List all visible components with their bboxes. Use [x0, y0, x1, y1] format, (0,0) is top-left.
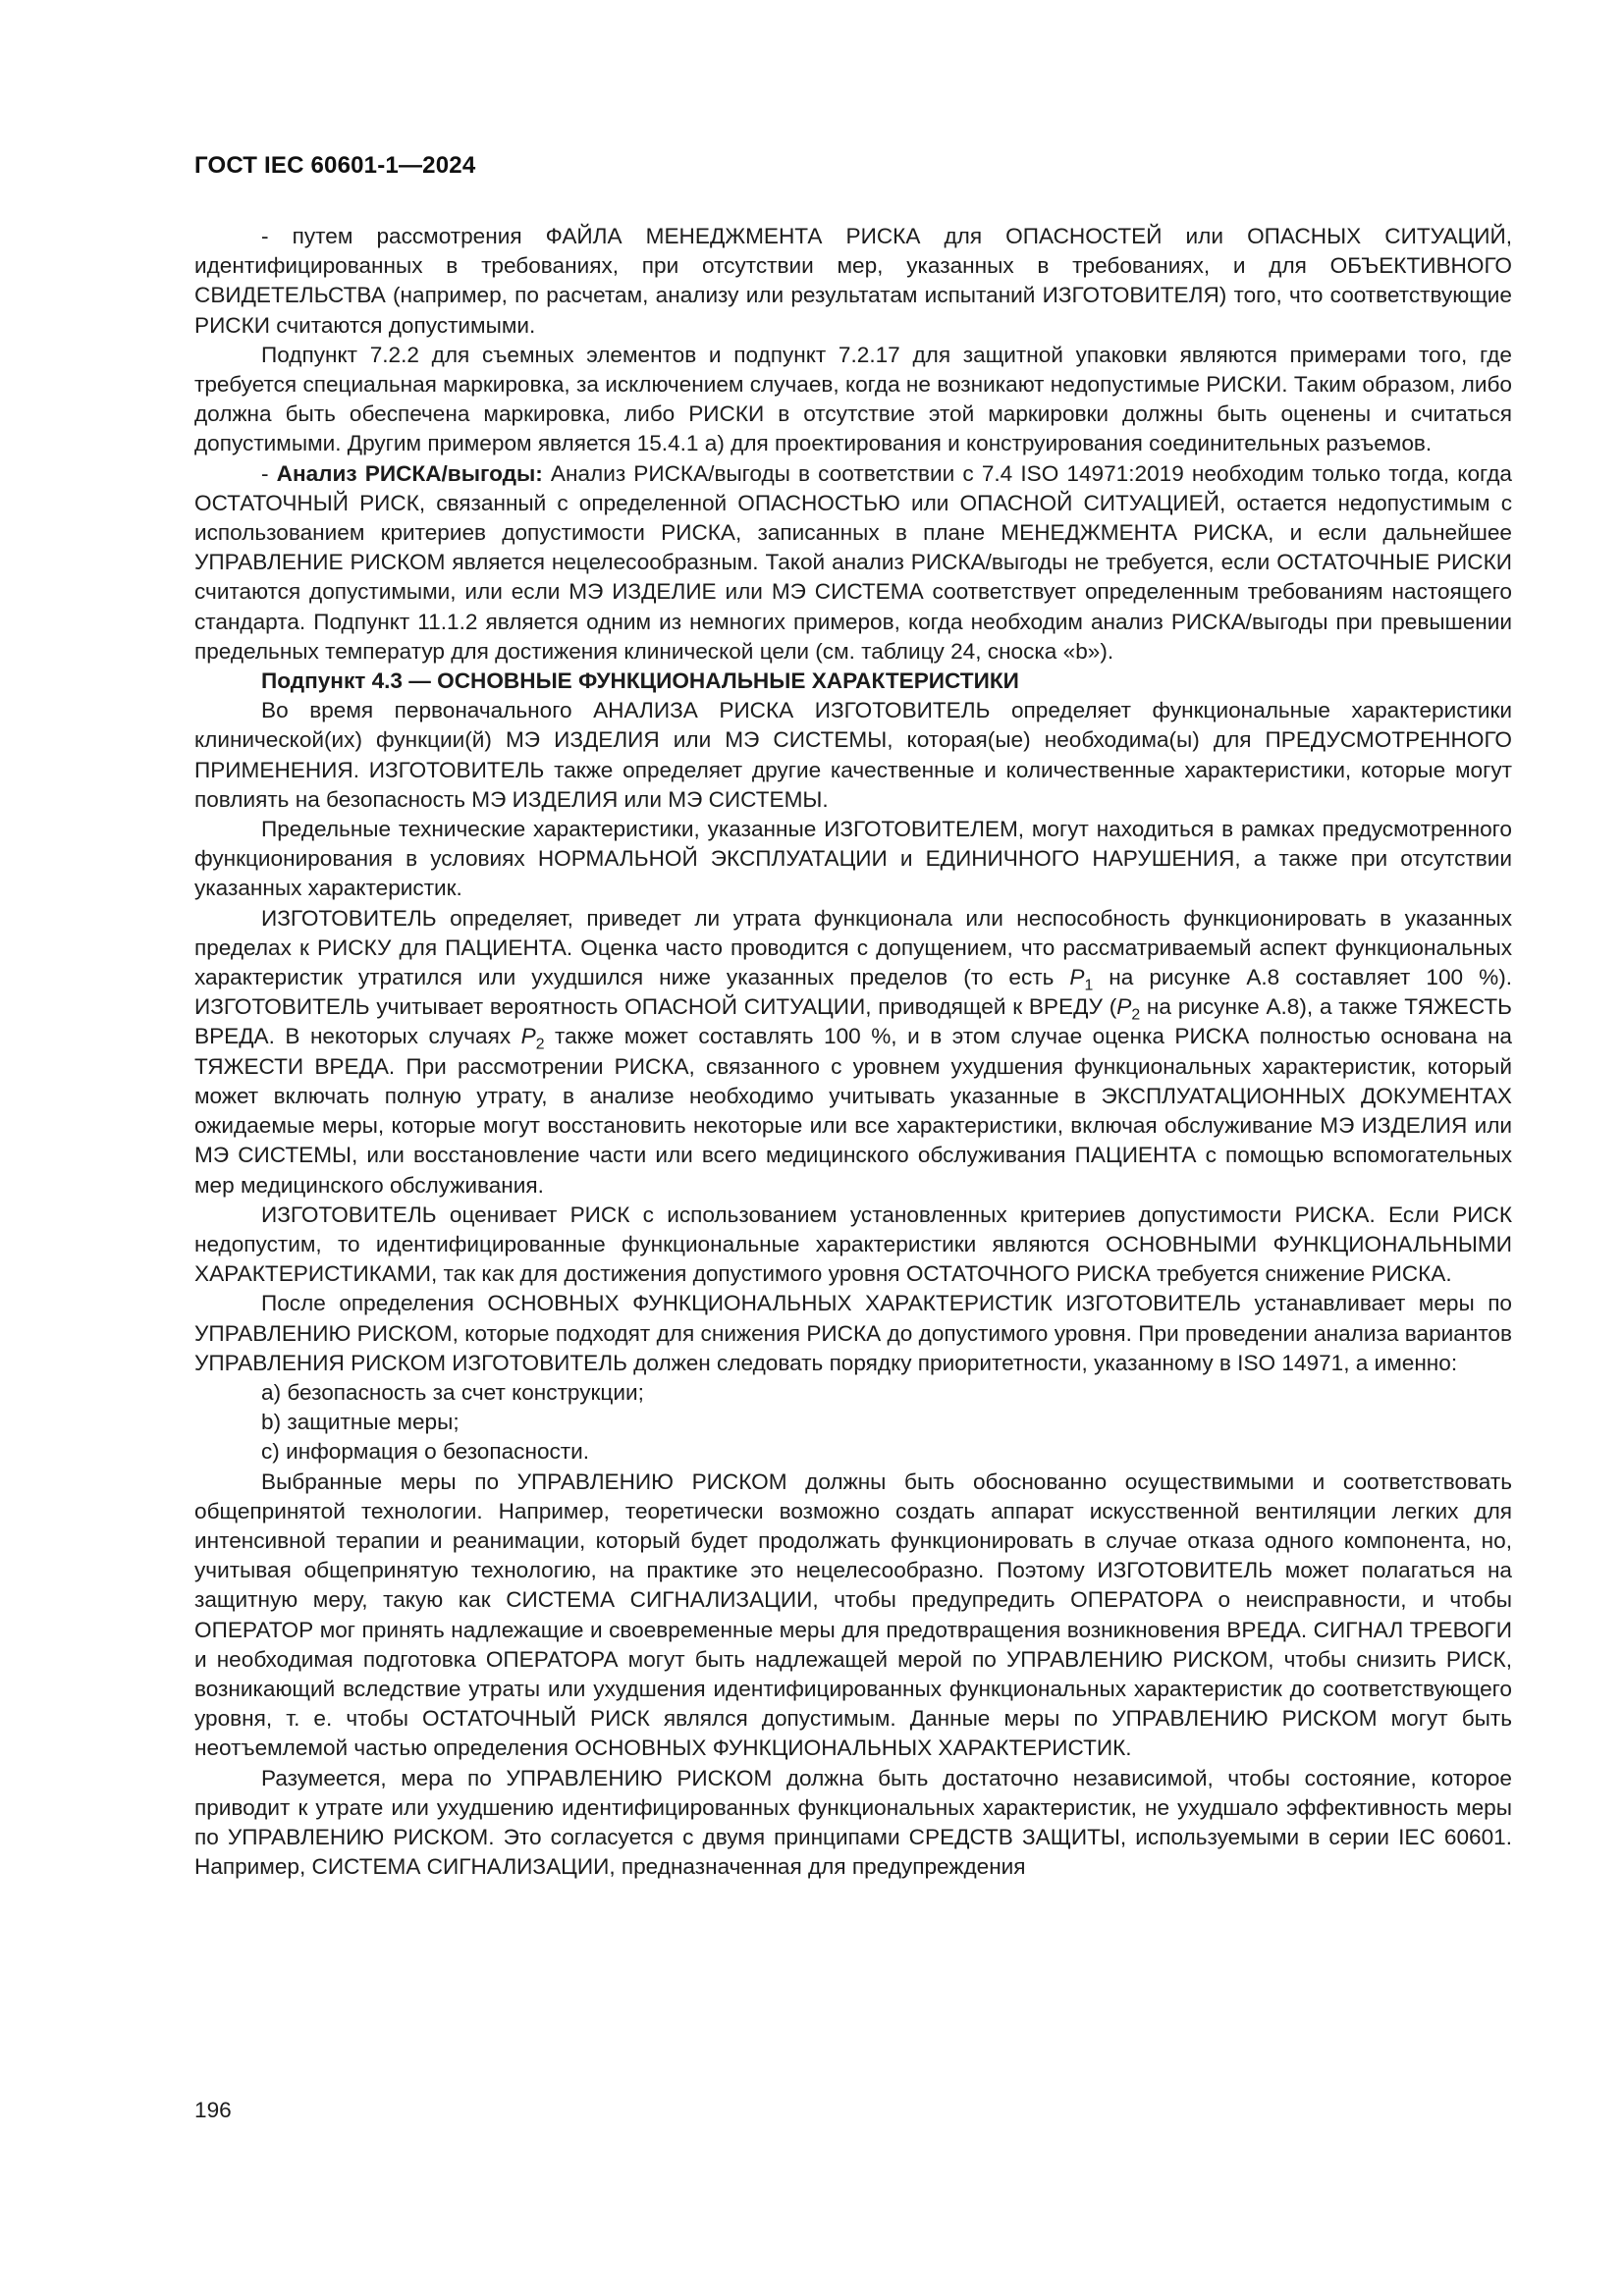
symbol-subscript-2: 2 — [1131, 1006, 1141, 1024]
list-item-text: безопасность за счет конструкции; — [287, 1379, 644, 1405]
list-marker: b) — [261, 1410, 282, 1435]
list-item — [194, 1408, 1512, 1437]
symbol-p: P — [1069, 965, 1085, 990]
paragraph-risk-benefit-prefix: - — [261, 460, 277, 486]
symbol-p: P — [1116, 994, 1132, 1020]
paragraph-independence: Разумеется, мера по УПРАВЛЕНИЮ РИСКОМ должна быть достаточно независимой, чтобы состояние, которое приводит к утрате или ухудшению идентифицированных функциональных характеристик, не ухудшало эффективность меры по УПРАВЛЕНИЮ РИСКОМ. Это согласуется с двумя принципами СРЕДСТВ ЗАЩИТЫ, используемыми в серии IEC 60601. Например, СИСТЕМА СИГНАЛИЗАЦИИ, предназначенная для предупреждения — [194, 1765, 1512, 1880]
document-header: ГОСТ IEC 60601-1—2024 — [194, 152, 476, 179]
loss-of-function-text-b: на рисунке А.8 составляет 100 %). ИЗГОТОВИТЕЛЬ учитывает вероятность ОПАСНОЙ СИТУАЦИИ, приводящей к ВРЕДУ ( — [194, 965, 1513, 1020]
paragraph-loss-of-function — [194, 904, 1512, 1201]
risk-benefit-term: Анализ РИСКА/выгоды: — [276, 460, 543, 486]
section-heading-4-3: Подпункт 4.3 — ОСНОВНЫЕ ФУНКЦИОНАЛЬНЫЕ ХАРАКТЕРИСТИКИ — [261, 668, 1019, 694]
loss-of-function-text-a: ИЗГОТОВИТЕЛЬ определяет, приведет ли утрата функционала или неспособность функционировать в указанных пределах к РИСКУ для ПАЦИЕНТА. Оценка часто проводится с допущением, что рассматриваемый аспект функциональных характеристик утратился или ухудшился ниже указанных пределов (то есть — [194, 905, 1512, 990]
page-number: 196 — [194, 2098, 232, 2122]
list-marker: a) — [261, 1379, 282, 1405]
loss-of-function-text-c: на рисунке А.8), а также ТЯЖЕСТЬ ВРЕДА. В некоторых случаях — [194, 994, 1513, 1049]
document-body — [194, 222, 1512, 1882]
paragraph-risk-control-priority: После определения ОСНОВНЫХ ФУНКЦИОНАЛЬНЫХ ХАРАКТЕРИСТИК ИЗГОТОВИТЕЛЬ устанавливает меры по УПРАВЛЕНИЮ РИСКОМ, которые подходят для снижения РИСКА до допустимого уровня. При проведении анализа вариантов УПРАВЛЕНИЯ РИСКОМ ИЗГОТОВИТЕЛЬ должен следовать порядку приоритетности, указанному в ISO 14971, а именно: — [194, 1291, 1512, 1375]
paragraph-risk-file: - путем рассмотрения ФАЙЛА МЕНЕДЖМЕНТА РИСКА для ОПАСНОСТЕЙ или ОПАСНЫХ СИТУАЦИЙ, идентифицированных в требованиях, при отсутствии мер, указанных в требованиях, и для ОБЪЕКТИВНОГО СВИДЕТЕЛЬСТВА (например, по расчетам, анализу или результатам испытаний ИЗГОТОВИТЕЛЯ) того, что соответствующие РИСКИ считаются допустимыми. — [194, 224, 1512, 338]
list-item-text: информация о безопасности. — [286, 1439, 590, 1465]
list-item-text: защитные меры; — [287, 1410, 460, 1435]
list-marker: c) — [261, 1439, 280, 1465]
symbol-subscript-1: 1 — [1084, 977, 1094, 994]
paragraph-risk-evaluation: ИЗГОТОВИТЕЛЬ оценивает РИСК с использованием установленных критериев допустимости РИСКА. Если РИСК недопустим, то идентифицированные функциональные характеристики являются ОСНОВНЫМИ ФУНКЦИОНАЛЬНЫМИ ХАРАКТЕРИСТИКАМИ, так как для достижения допустимого уровня ОСТАТОЧНОГО РИСКА требуется снижение РИСКА. — [194, 1201, 1512, 1287]
symbol-p: P — [520, 1024, 536, 1049]
loss-of-function-text-d: также может составлять 100 %, и в этом случае оценка РИСКА полностью основана на ТЯЖЕСТИ ВРЕДА. При рассмотрении РИСКА, связанного с уровнем ухудшения функциональных характеристик, который может включать полную утрату, в анализе необходимо учитывать указанные в ЭКСПЛУАТАЦИОННЫХ ДОКУМЕНТАХ ожидаемые меры, которые могут восстановить некоторые или все характеристики, включая обслуживание МЭ ИЗДЕЛИЯ или МЭ СИСТЕМЫ, или восстановление части или всего медицинского обслуживания ПАЦИЕНТА с помощью вспомогательных мер медицинского обслуживания. — [194, 1024, 1512, 1198]
paragraph-technical-limits: Предельные технические характеристики, указанные ИЗГОТОВИТЕЛЕМ, могут находиться в рамках предусмотренного функционирования в условиях НОРМАЛЬНОЙ ЭКСПЛУАТАЦИИ и ЕДИНИЧНОГО НАРУШЕНИЯ, а также при отсутствии указанных характеристик. — [194, 817, 1512, 901]
list-item — [194, 1437, 1512, 1467]
symbol-subscript-2: 2 — [535, 1037, 545, 1053]
list-item — [194, 1378, 1512, 1408]
paragraph-risk-benefit — [194, 459, 1512, 667]
paragraph-selected-measures: Выбранные меры по УПРАВЛЕНИЮ РИСКОМ должны быть обоснованно осуществимыми и соответствовать общепринятой технологии. Например, теоретически возможно создать аппарат искусственной вентиляции легких для интенсивной терапии и реанимации, который будет продолжать функционировать в случае отказа одного компонента, но, учитывая общепринятую технологию, на практике это нецелесообразно. Поэтому ИЗГОТОВИТЕЛЬ может полагаться на защитную меру, такую как СИСТЕМА СИГНАЛИЗАЦИИ, чтобы предупредить ОПЕРАТОРА о неисправности, и чтобы ОПЕРАТОР мог принять надлежащие и своевременные меры для предотвращения возникновения ВРЕДА. СИГНАЛ ТРЕВОГИ и необходимая подготовка ОПЕРАТОРА могут быть надлежащей мерой по УПРАВЛЕНИЮ РИСКОМ, чтобы снизить РИСК, возникающий вследствие утраты или ухудшения идентифицированных функциональных характеристик до соответствующего уровня, т. е. чтобы ОСТАТОЧНЫЙ РИСК являлся допустимым. Данные меры по УПРАВЛЕНИЮ РИСКОМ могут быть неотъемлемой частью определения ОСНОВНЫХ ФУНКЦИОНАЛЬНЫХ ХАРАКТЕРИСТИК. — [194, 1468, 1512, 1761]
paragraph-risk-benefit-text: Анализ РИСКА/выгоды в соответствии с 7.4 ISO 14971:2019 необходим только тогда, когда ОСТАТОЧНЫЙ РИСК, связанный с определенной ОПАСНОСТЬЮ или ОПАСНОЙ СИТУАЦИЕЙ, остается недопустимым с использованием критериев допустимости РИСКА, записанных в плане МЕНЕДЖМЕНТА РИСКА, и если дальнейшее УПРАВЛЕНИЕ РИСКОМ является нецелесообразным. Такой анализ РИСКА/выгоды не требуется, если ОСТАТОЧНЫЕ РИСКИ считаются допустимыми, или если МЭ ИЗДЕЛИЕ или МЭ СИСТЕМА соответствует определенным требованиям настоящего стандарта. Подпункт 11.1.2 является одним из немногих примеров, когда необходим анализ РИСКА/выгоды при превышении предельных температур для достижения клинической цели (см. таблицу 24, сноска «b»). — [194, 460, 1512, 664]
paragraph-marking-examples: Подпункт 7.2.2 для съемных элементов и подпункт 7.2.17 для защитной упаковки являются примерами того, где требуется специальная маркировка, за исключением случаев, когда не возникают недопустимые РИСКИ. Таким образом, либо должна быть обеспечена маркировка, либо РИСКИ в отсутствие этой маркировки должны быть оценены и считаться допустимыми. Другим примером является 15.4.1 а) для проектирования и конструирования соединительных разъемов. — [194, 342, 1512, 456]
paragraph-initial-risk-analysis: Во время первоначального АНАЛИЗА РИСКА ИЗГОТОВИТЕЛЬ определяет функциональные характеристики клинической(их) функции(й) МЭ ИЗДЕЛИЯ или МЭ СИСТЕМЫ, которая(ые) необходима(ы) для ПРЕДУСМОТРЕННОГО ПРИМЕНЕНИЯ. ИЗГОТОВИТЕЛЬ также определяет другие качественные и количественные характеристики, которые могут повлиять на безопасность МЭ ИЗДЕЛИЯ или МЭ СИСТЕМЫ. — [194, 698, 1512, 812]
